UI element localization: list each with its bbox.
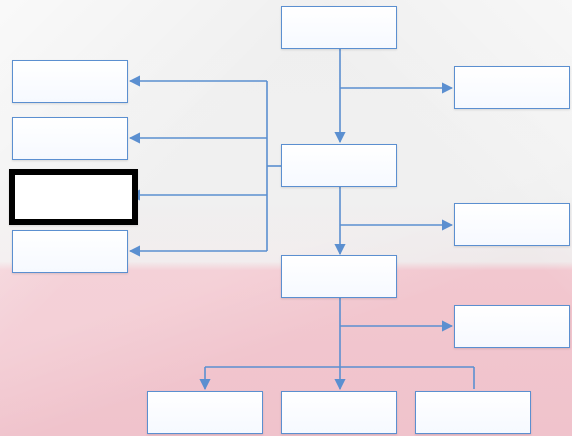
node-left-2[interactable] <box>12 117 128 160</box>
node-right-2[interactable] <box>454 203 570 246</box>
node-lower-center[interactable] <box>281 255 397 298</box>
node-left-4[interactable] <box>12 230 128 273</box>
node-top[interactable] <box>281 6 397 49</box>
node-center[interactable] <box>281 144 397 187</box>
node-bottom-right[interactable] <box>415 391 531 434</box>
node-left-1[interactable] <box>12 60 128 103</box>
node-left-3-selected[interactable] <box>9 169 138 225</box>
node-right-1[interactable] <box>454 66 570 109</box>
node-bottom-center[interactable] <box>281 391 397 434</box>
node-bottom-left[interactable] <box>147 391 263 434</box>
node-right-3[interactable] <box>454 305 570 348</box>
